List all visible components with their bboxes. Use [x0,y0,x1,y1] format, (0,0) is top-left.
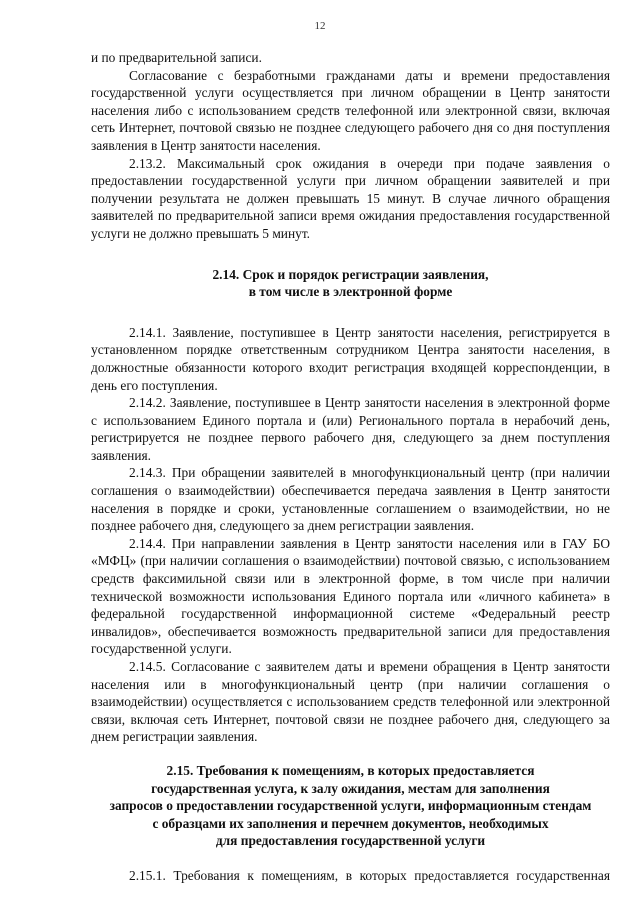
paragraph-2-14-3: 2.14.3. При обращении заявителей в многофункциональный центр (при наличии соглашения о взаимодействии) обеспечивается передача заявления в Центр занятости населения в порядке и сроки, установленные соглашением о взаимодействии, но не позднее рабочего дня, следующего за днем регистрации заявления. [91,465,610,534]
section-2-14-heading-line1: 2.14. Срок и порядок регистрации заявления, [212,266,489,282]
paragraph-agreement: Согласование с безработными гражданами даты и времени предоставления государственной услуги осуществляется при личном обращении в Центр занятости населения либо с использованием средств телефонной или электронной связи, включая сеть Интернет, почтовой связью не позднее следующего рабочего дня со дня поступления заявления в Центр занятости населения. [91,67,610,153]
section-2-15-heading [91,762,610,850]
section-2-15-heading-line: государственная услуга, к залу ожидания, местам для заполнения [151,780,550,796]
paragraph-2-15-1: 2.15.1. Требования к помещениям, в которых предоставляется государственная [129,867,610,883]
paragraph-2-13-2: 2.13.2. Максимальный срок ожидания в очереди при подаче заявления о предоставлении государственной услуги при личном обращении заявителей и при получении результата не должен превышать 15 минут. В случае личного обращения заявителей по предварительной записи время ожидания предоставления государственной услуги не должно превышать 5 минут. [91,155,610,241]
section-2-15-heading-line: 2.15. Требования к помещениям, в которых предоставляется [166,762,535,778]
paragraph-continuation: и по предварительной записи. [91,50,262,65]
page-content [91,49,610,885]
section-2-15-heading-line: с образцами их заполнения и перечнем документов, необходимых [152,815,549,831]
section-2-15-heading-line: для предоставления государственной услуги [215,833,486,849]
paragraph-2-14-4: 2.14.4. При направлении заявления в Центр занятости населения или в ГАУ БО «МФЦ» (при наличии соглашения о взаимодействии) почтовой связью, с использованием средств факсимильной связи или в электронной форме, в том числе при наличии технической возможности использования Единого портала или «личного кабинета» в федеральной государственной информационной системе «Федеральный реестр инвалидов», обеспечивается возможность предварительной записи для предоставления государственной услуги. [91,535,610,657]
paragraph-2-14-5: 2.14.5. Согласование с заявителем даты и времени обращения в Центр занятости населения или в многофункциональный центр (при наличии соглашения о взаимодействии) осуществляется с использованием средств телефонной или электронной связи, включая сеть Интернет, почтовой связи не позднее рабочего дня, следующего за днем регистрации заявления. [91,659,610,745]
section-2-14-heading [91,266,610,301]
paragraph-2-14-1: 2.14.1. Заявление, поступившее в Центр занятости населения, регистрируется в установленном порядке ответственным сотрудником Центра занятости населения, в должностные обязанности которого входит регистрация входящей корреспонденции, в день его поступления. [91,324,610,393]
page-number: 12 [314,20,326,32]
paragraph-2-14-2: 2.14.2. Заявление, поступившее в Центр занятости населения в электронной форме с использованием Единого портала и (или) Регионального портала в нерабочий день, регистрируется не позднее первого рабочего дня, следующего за днем поступления заявления. [91,395,610,463]
section-2-14-heading-line2: в том числе в электронной форме [248,284,453,300]
section-2-15-heading-line: запросов о предоставлении государственной услуги, информационным стендам [109,798,592,814]
